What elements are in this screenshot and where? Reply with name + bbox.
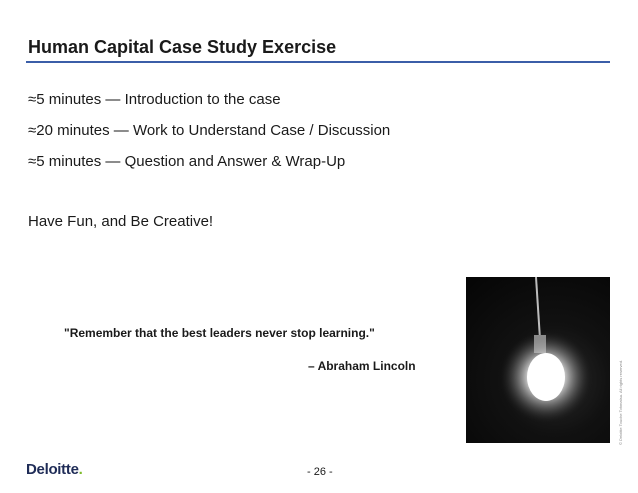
title-underline — [26, 61, 610, 63]
tagline: Have Fun, and Be Creative! — [28, 213, 214, 230]
agenda-item: ≈5 minutes — Introduction to the case — [28, 91, 281, 108]
lightbulb-icon — [466, 277, 610, 443]
agenda-list — [28, 92, 390, 185]
page-number: - 26 - — [307, 466, 333, 478]
quote-text: "Remember that the best leaders never stop learning." — [64, 326, 375, 340]
deloitte-logo — [26, 461, 82, 478]
lightbulb-photo — [466, 277, 610, 443]
agenda-item: ≈20 minutes — Work to Understand Case / Discussion — [28, 122, 391, 139]
copyright-note: © Deloitte Touche Tohmatsu. All rights reserved. — [618, 359, 623, 445]
slide-title: Human Capital Case Study Exercise — [28, 37, 337, 57]
logo-dot: . — [78, 461, 83, 478]
logo-text: Deloitte — [26, 461, 79, 478]
agenda-item: ≈5 minutes — Question and Answer & Wrap-Up — [28, 153, 346, 170]
quote-author: – Abraham Lincoln — [308, 359, 416, 373]
